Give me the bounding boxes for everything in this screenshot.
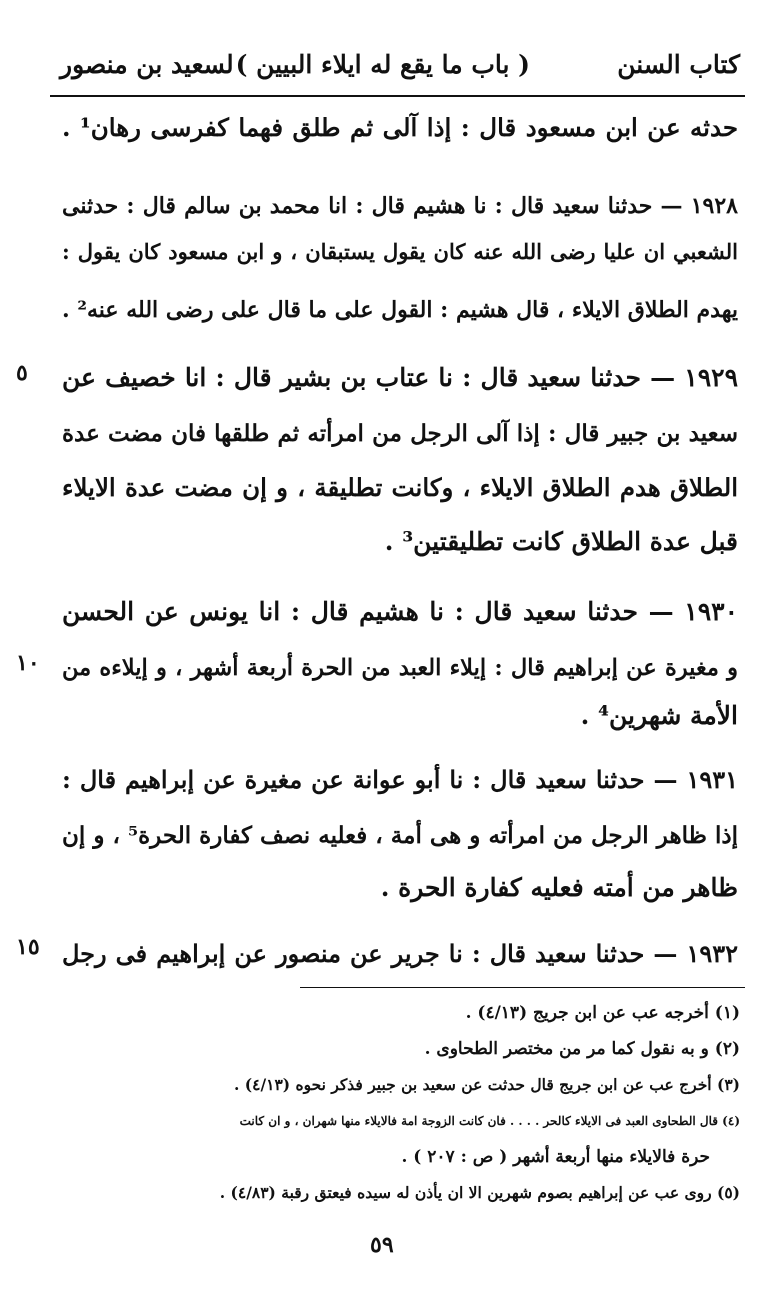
text-line: الطلاق هدم الطلاق الايلاء ، وكانت تطليقة ، و إن مضت عدة الايلاء (62, 473, 738, 502)
text-line: الشعبي ان عليا رضى الله عنه كان يقول يستبقان ، و ابن مسعود كان يقول : (62, 239, 738, 264)
footnote-4-continued: حرة فالايلاء منها أربعة أشهر ( ص : ٢٠٧ ) . (401, 1147, 710, 1167)
hadith-1929-line: ١٩٢٩ — حدثنا سعيد قال : نا عتاب بن بشير قال : انا خصيف عن (62, 363, 738, 392)
footnote-2: (٢) و به نقول كما مر من مختصر الطحاوى . (424, 1039, 740, 1059)
book-title: كتاب السنن (617, 50, 740, 79)
header-divider (50, 95, 745, 97)
hadith-1932-line: ١٩٣٢ — حدثنا سعيد قال : نا جرير عن منصور عن إبراهيم فى رجل (62, 939, 738, 968)
footnote-3: (٣) أخرج عب عن ابن جريج قال حدثت عن سعيد بن جبير فذكر نحوه (٤/١٣) . (234, 1075, 740, 1094)
chapter-title: ( باب ما يقع له ايلاء البيين ) (235, 50, 530, 79)
author-title: لسعيد بن منصور (60, 50, 234, 79)
text-line: سعيد بن جبير قال : إذا آلى الرجل من امرأته ثم طلقها فان مضت عدة (62, 420, 738, 447)
line-number-10: ١٠ (16, 650, 40, 676)
text-line: قبل عدة الطلاق كانت تطليقتين³ . (384, 527, 738, 556)
text-line: حدثه عن ابن مسعود قال : إذا آلى ثم طلق فهما كفرسى رهان¹ . (62, 113, 738, 142)
footnote-divider (300, 987, 745, 988)
text-line: ظاهر من أمته فعليه كفارة الحرة . (380, 873, 738, 902)
text-line: إذا ظاهر الرجل من امرأته و هى أمة ، فعليه نصف كفارة الحرة⁵ ، و إن (62, 822, 738, 849)
footnote-5: (٥) روى عب عن إبراهيم بصوم شهرين الا ان يأذن له سيده فيعتق رقبة (٤/٨٣) . (219, 1183, 740, 1202)
footnote-4: (٤) قال الطحاوى العبد فى الايلاء كالحر . . . . فان كانت الزوجة امة فالايلاء منها شهران ، و ان كانت (239, 1114, 740, 1128)
hadith-1930-line: ١٩٣٠ — حدثنا سعيد قال : نا هشيم قال : انا يونس عن الحسن (62, 597, 738, 626)
page-number: ٥٩ (370, 1232, 394, 1258)
running-header (60, 44, 740, 88)
line-number-5: ٥ (16, 360, 28, 386)
text-line: و مغيرة عن إبراهيم قال : إيلاء العبد من الحرة أربعة أشهر ، و إيلاءه من (62, 655, 738, 681)
line-number-15: ١٥ (16, 934, 40, 960)
text-line: الأمة شهرين⁴ . (580, 701, 738, 730)
text-line: يهدم الطلاق الايلاء ، قال هشيم : القول على ما قال على رضى الله عنه² . (62, 297, 738, 323)
hadith-1928-line: ١٩٢٨ — حدثنا سعيد قال : نا هشيم قال : انا محمد بن سالم قال : حدثنى (62, 193, 738, 219)
footnote-1: (١) أخرجه عب عن ابن جريج (٤/١٣) . (465, 1003, 740, 1023)
hadith-1931-line: ١٩٣١ — حدثنا سعيد قال : نا أبو عوانة عن مغيرة عن إبراهيم قال : (62, 765, 738, 794)
